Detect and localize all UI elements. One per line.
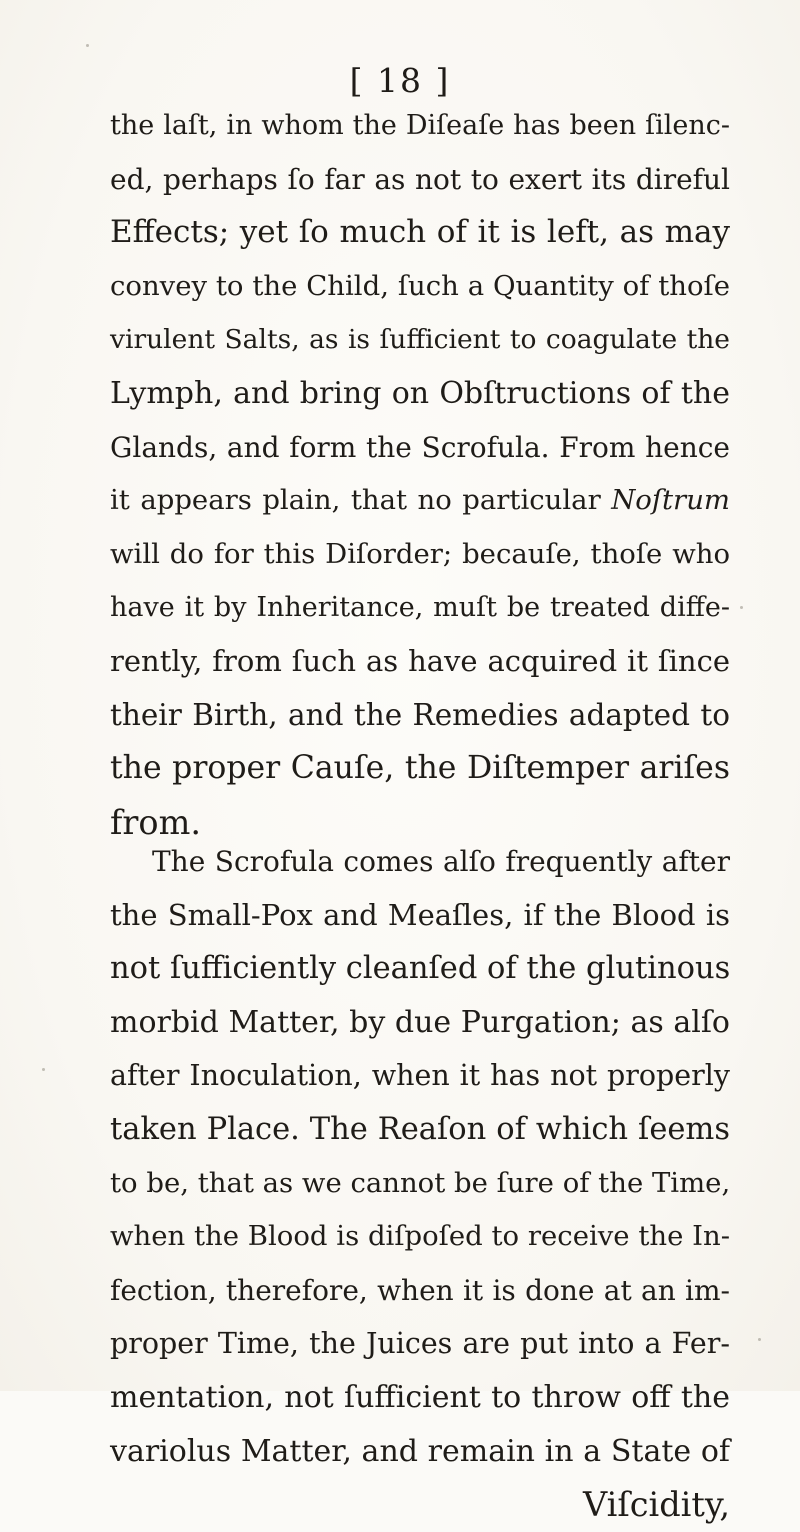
text-line: not ſufficiently cleanſed of the glutinous <box>110 951 731 987</box>
text-line: have it by Inheritance, muſt be treated diffe- <box>110 592 730 624</box>
text-line: Effects; yet ſo much of it is left, as may <box>110 214 730 251</box>
text-line: convey to the Child, ſuch a Quantity of thoſe <box>110 269 730 302</box>
catchword: Viſcidity, <box>583 1485 730 1525</box>
text-line: rently, from ſuch as have acquired it ſince <box>110 643 730 678</box>
text-line: the proper Cauſe, the Diſtemper ariſes <box>110 750 730 787</box>
paragraph-1 <box>110 99 730 849</box>
text-line: morbid Matter, by due Purgation; as alſo <box>110 1004 730 1040</box>
page-number: [ 18 ] <box>349 61 451 100</box>
text-line: the Small-Pox and Meaſles, if the Blood is <box>110 897 730 932</box>
text-line: ed, perhaps ſo far as not to exert its direful <box>110 162 730 196</box>
text-line: when the Blood is diſpoſed to receive the In- <box>110 1220 730 1253</box>
text-line: virulent Salts, as is ſufficient to coagulate the <box>110 324 730 356</box>
text-line: the laſt, in whom the Diſeaſe has been ſilenc- <box>110 110 730 141</box>
text-line: their Birth, and the Remedies adapted to <box>110 697 730 732</box>
text-line: variolus Matter, and remain in a State of <box>110 1433 730 1469</box>
text-line: will do for this Diſorder; becauſe, thoſe who <box>110 537 730 570</box>
text-line: mentation, not ſufficient to throw off the <box>110 1379 730 1415</box>
text-line: after Inoculation, when it has not properly <box>110 1059 730 1093</box>
text-segment: it appears plain, that no particular <box>110 484 612 517</box>
text-line: from. <box>110 802 201 842</box>
text-line: taken Place. The Reaſon of which ſeems <box>110 1111 730 1147</box>
text-line: Glands, and form the Scrofula. From hence <box>110 430 730 464</box>
text-line: fection, therefore, when it is done at an im- <box>110 1273 730 1307</box>
text-line <box>110 474 730 528</box>
italic-word: Noſtrum <box>611 484 730 517</box>
text-line: The Scrofula comes alſo frequently after <box>152 845 730 878</box>
text-line: Lymph, and bring on Obſtructions of the <box>110 375 730 411</box>
paragraph-2 <box>110 835 730 1532</box>
text-line: to be, that as we cannot be ſure of the Time, <box>110 1166 731 1199</box>
text-line: proper Time, the Juices are put into a Fer- <box>110 1327 730 1361</box>
